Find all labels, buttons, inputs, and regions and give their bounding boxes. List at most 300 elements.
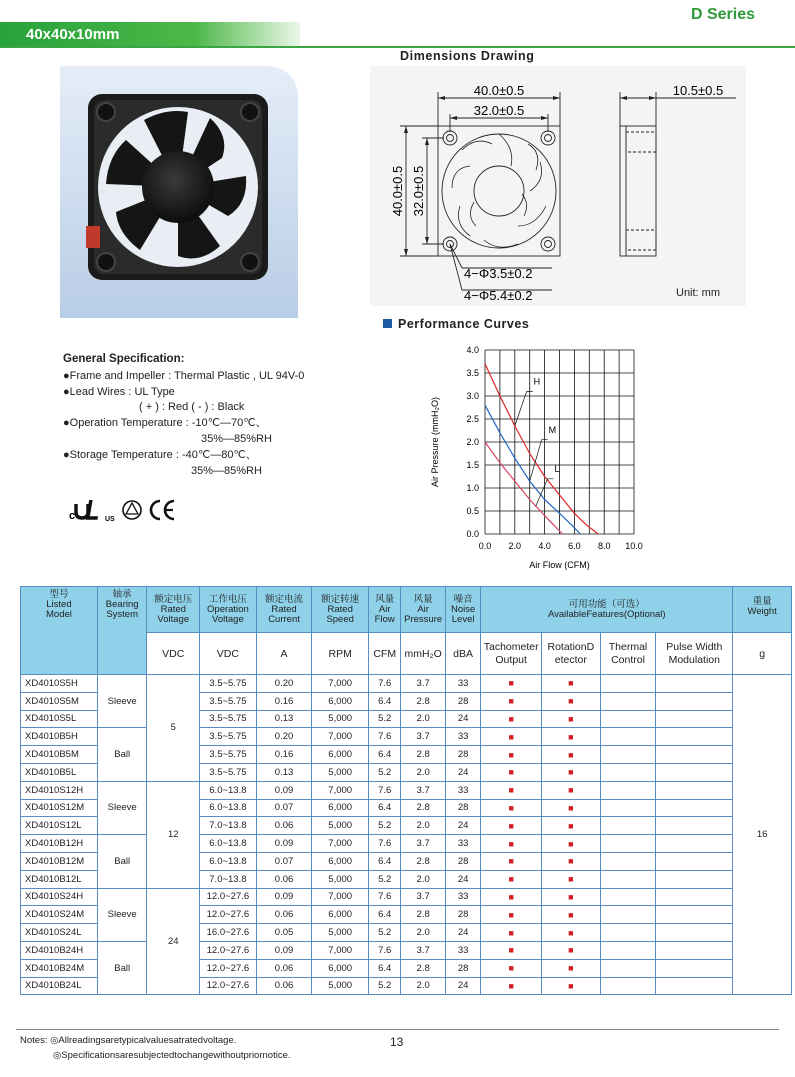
- op-voltage-cell: 3.5~5.75: [200, 675, 257, 693]
- y-tick-label: 1.0: [466, 483, 479, 493]
- dim-width-holes: 32.0±0.5: [473, 103, 525, 118]
- unit-speed: RPM: [312, 633, 369, 675]
- current-cell: 0.20: [256, 675, 312, 693]
- tachometer-mark: ■: [481, 959, 542, 977]
- table-row: [21, 888, 792, 906]
- performance-title-text: Performance Curves: [398, 317, 530, 331]
- airflow-cell: 5.2: [369, 924, 401, 942]
- rotation-detector-mark: ■: [542, 763, 601, 781]
- pressure-cell: 3.7: [401, 728, 446, 746]
- dim-hole-small: 4−Φ3.5±0.2: [464, 266, 533, 281]
- table-row: [21, 941, 792, 959]
- noise-cell: 28: [445, 692, 480, 710]
- header-op-voltage: 工作电压 Operation Voltage: [200, 587, 257, 633]
- airflow-cell: 6.4: [369, 906, 401, 924]
- current-cell: 0.13: [256, 763, 312, 781]
- dimension-svg: [370, 66, 746, 306]
- tachometer-mark: ■: [481, 728, 542, 746]
- rotation-detector-mark: ■: [542, 781, 601, 799]
- note-2: ◎Specificationsaresubjectedtochangewithoutpriornotice.: [53, 1050, 291, 1061]
- rotation-detector-mark: ■: [542, 941, 601, 959]
- current-cell: 0.16: [256, 692, 312, 710]
- model-cell: XD4010B24M: [21, 959, 98, 977]
- header-features: 可用功能（可选） AvailableFeatures(Optional): [481, 587, 733, 633]
- spec-op-rh: 35%—85%RH: [201, 432, 272, 445]
- unit-pressure: mmH₂O: [401, 633, 446, 675]
- thermal-control-cell: [600, 888, 656, 906]
- pressure-cell: 3.7: [401, 835, 446, 853]
- speed-cell: 6,000: [312, 746, 369, 764]
- note-1: Notes: ◎Allreadingsaretypicalvaluesatratedvoltage.: [20, 1035, 237, 1046]
- thermal-control-cell: [600, 799, 656, 817]
- dim-height-outer: 40.0±0.5: [390, 165, 405, 217]
- model-cell: XD4010B12M: [21, 852, 98, 870]
- thermal-control-cell: [600, 959, 656, 977]
- weight-cell: 16: [733, 675, 792, 995]
- thermal-control-cell: [600, 692, 656, 710]
- noise-cell: 24: [445, 924, 480, 942]
- x-tick-label: 2.0: [508, 541, 522, 551]
- tachometer-mark: ■: [481, 835, 542, 853]
- thermal-control-cell: [600, 852, 656, 870]
- current-cell: 0.07: [256, 799, 312, 817]
- tachometer-mark: ■: [481, 977, 542, 995]
- tachometer-mark: ■: [481, 763, 542, 781]
- title-bar: [0, 22, 300, 48]
- ul-logo: [69, 500, 115, 523]
- current-cell: 0.06: [256, 817, 312, 835]
- feature-rotation-detector: RotationD etector: [542, 633, 601, 675]
- spec-op-temp: ●Operation Temperature : -10℃—70℃、: [63, 417, 267, 430]
- op-voltage-cell: 12.0~27.6: [200, 906, 257, 924]
- tachometer-mark: ■: [481, 817, 542, 835]
- model-cell: XD4010B24H: [21, 941, 98, 959]
- model-cell: XD4010S12H: [21, 781, 98, 799]
- series-label: D Series: [690, 6, 755, 23]
- model-cell: XD4010S12M: [21, 799, 98, 817]
- pwm-cell: [656, 746, 733, 764]
- op-voltage-cell: 3.5~5.75: [200, 710, 257, 728]
- header-weight: 重量 Weight: [733, 587, 792, 633]
- rotation-detector-mark: ■: [542, 888, 601, 906]
- spec-lead-colors: ( + ) : Red ( - ) : Black: [139, 401, 245, 414]
- unit-weight: g: [733, 633, 792, 675]
- tachometer-mark: ■: [481, 675, 542, 693]
- rotation-detector-mark: ■: [542, 710, 601, 728]
- bearing-cell: Ball: [97, 941, 147, 994]
- voltage-cell: 12: [147, 781, 200, 888]
- spec-lead: ●Lead Wires : UL Type: [63, 385, 175, 398]
- pwm-cell: [656, 835, 733, 853]
- header-noise: 噪音 Noise Level: [445, 587, 480, 633]
- tachometer-mark: ■: [481, 870, 542, 888]
- op-voltage-cell: 12.0~27.6: [200, 959, 257, 977]
- bearing-cell: Sleeve: [97, 888, 147, 941]
- speed-cell: 6,000: [312, 692, 369, 710]
- y-tick-label: 4.0: [466, 345, 479, 355]
- op-voltage-cell: 7.0~13.8: [200, 817, 257, 835]
- thermal-control-cell: [600, 870, 656, 888]
- header-bearing: 轴承 Bearing System: [97, 587, 147, 675]
- y-tick-label: 2.0: [466, 437, 479, 447]
- dimensions-title: Dimensions Drawing: [400, 49, 535, 63]
- airflow-cell: 6.4: [369, 959, 401, 977]
- y-tick-label: 3.5: [466, 368, 479, 378]
- model-cell: XD4010S5H: [21, 675, 98, 693]
- pressure-cell: 2.8: [401, 959, 446, 977]
- pressure-cell: 2.0: [401, 977, 446, 995]
- tachometer-mark: ■: [481, 799, 542, 817]
- op-voltage-cell: 3.5~5.75: [200, 728, 257, 746]
- spec-storage-temp: ●Storage Temperature : -40℃—80℃、: [63, 448, 257, 461]
- current-cell: 0.06: [256, 977, 312, 995]
- model-cell: XD4010B5L: [21, 763, 98, 781]
- pwm-cell: [656, 941, 733, 959]
- airflow-cell: 5.2: [369, 817, 401, 835]
- x-tick-label: 8.0: [597, 541, 611, 551]
- specification-table-body: [21, 675, 792, 995]
- curve-label-M: M: [548, 424, 557, 435]
- current-cell: 0.09: [256, 781, 312, 799]
- pressure-cell: 2.8: [401, 799, 446, 817]
- unit-label: Unit: mm: [676, 287, 720, 299]
- current-cell: 0.05: [256, 924, 312, 942]
- pressure-cell: 2.8: [401, 692, 446, 710]
- series-line-H: [485, 364, 598, 534]
- noise-cell: 28: [445, 799, 480, 817]
- tachometer-mark: ■: [481, 924, 542, 942]
- rotation-detector-mark: ■: [542, 835, 601, 853]
- current-cell: 0.20: [256, 728, 312, 746]
- tachometer-mark: ■: [481, 941, 542, 959]
- table-row: [21, 728, 792, 746]
- speed-cell: 5,000: [312, 977, 369, 995]
- op-voltage-cell: 3.5~5.75: [200, 763, 257, 781]
- bearing-cell: Sleeve: [97, 781, 147, 834]
- airflow-cell: 6.4: [369, 692, 401, 710]
- product-photo: [60, 66, 298, 318]
- x-axis-label: Air Flow (CFM): [529, 560, 590, 570]
- model-cell: XD4010B5H: [21, 728, 98, 746]
- model-cell: XD4010S5L: [21, 710, 98, 728]
- pwm-cell: [656, 870, 733, 888]
- noise-cell: 28: [445, 746, 480, 764]
- current-cell: 0.06: [256, 870, 312, 888]
- tachometer-mark: ■: [481, 710, 542, 728]
- speed-cell: 6,000: [312, 799, 369, 817]
- noise-cell: 24: [445, 870, 480, 888]
- dim-hole-large: 4−Φ5.4±0.2: [464, 288, 533, 303]
- current-cell: 0.09: [256, 941, 312, 959]
- unit-op-voltage: VDC: [200, 633, 257, 675]
- spec-heading: General Specification:: [63, 353, 185, 365]
- dim-height-holes: 32.0±0.5: [411, 165, 426, 217]
- speed-cell: 7,000: [312, 835, 369, 853]
- pressure-cell: 2.8: [401, 906, 446, 924]
- square-bullet-icon: [383, 319, 392, 328]
- pwm-cell: [656, 710, 733, 728]
- spec-storage-rh: 35%—85%RH: [191, 464, 262, 477]
- current-cell: 0.07: [256, 852, 312, 870]
- airflow-cell: 7.6: [369, 675, 401, 693]
- performance-chart: [428, 340, 698, 576]
- pwm-cell: [656, 728, 733, 746]
- thermal-control-cell: [600, 675, 656, 693]
- thermal-control-cell: [600, 817, 656, 835]
- header-airflow: 风量 Air Flow: [369, 587, 401, 633]
- rotation-detector-mark: ■: [542, 852, 601, 870]
- y-tick-label: 0.5: [466, 506, 479, 516]
- rotation-detector-mark: ■: [542, 906, 601, 924]
- curve-label-H: H: [533, 376, 541, 387]
- unit-noise: dBA: [445, 633, 480, 675]
- airflow-cell: 5.2: [369, 870, 401, 888]
- thermal-control-cell: [600, 835, 656, 853]
- tachometer-mark: ■: [481, 746, 542, 764]
- noise-cell: 33: [445, 781, 480, 799]
- voltage-cell: 5: [147, 675, 200, 782]
- airflow-cell: 7.6: [369, 835, 401, 853]
- y-axis-label: Air Pressure (mmH₂O): [430, 397, 440, 487]
- speed-cell: 7,000: [312, 781, 369, 799]
- feature-pwm: Pulse Width Modulation: [656, 633, 733, 675]
- tachometer-mark: ■: [481, 906, 542, 924]
- op-voltage-cell: 6.0~13.8: [200, 781, 257, 799]
- current-cell: 0.13: [256, 710, 312, 728]
- thermal-control-cell: [600, 941, 656, 959]
- pwm-cell: [656, 977, 733, 995]
- header-speed: 额定转速 Rated Speed: [312, 587, 369, 633]
- pwm-cell: [656, 817, 733, 835]
- bearing-cell: Ball: [97, 728, 147, 781]
- airflow-cell: 7.6: [369, 781, 401, 799]
- speed-cell: 6,000: [312, 852, 369, 870]
- rotation-detector-mark: ■: [542, 675, 601, 693]
- pwm-cell: [656, 959, 733, 977]
- pressure-cell: 2.0: [401, 924, 446, 942]
- curve-label-L: L: [554, 463, 560, 474]
- op-voltage-cell: 3.5~5.75: [200, 692, 257, 710]
- page-title: 40x40x10mm: [26, 26, 120, 43]
- speed-cell: 7,000: [312, 888, 369, 906]
- pressure-cell: 3.7: [401, 675, 446, 693]
- thermal-control-cell: [600, 746, 656, 764]
- tachometer-mark: ■: [481, 852, 542, 870]
- pressure-cell: 2.0: [401, 870, 446, 888]
- y-tick-label: 1.5: [466, 460, 479, 470]
- rotation-detector-mark: ■: [542, 817, 601, 835]
- pressure-cell: 2.0: [401, 817, 446, 835]
- feature-thermal-control: Thermal Control: [600, 633, 656, 675]
- certification-marks: [68, 494, 178, 524]
- current-cell: 0.09: [256, 835, 312, 853]
- airflow-cell: 6.4: [369, 799, 401, 817]
- svg-text:c: c: [69, 510, 76, 522]
- thermal-control-cell: [600, 906, 656, 924]
- pwm-cell: [656, 692, 733, 710]
- noise-cell: 33: [445, 835, 480, 853]
- pwm-cell: [656, 888, 733, 906]
- op-voltage-cell: 16.0~27.6: [200, 924, 257, 942]
- noise-cell: 28: [445, 959, 480, 977]
- thermal-control-cell: [600, 781, 656, 799]
- current-cell: 0.06: [256, 959, 312, 977]
- speed-cell: 7,000: [312, 941, 369, 959]
- noise-cell: 28: [445, 852, 480, 870]
- current-cell: 0.16: [256, 746, 312, 764]
- thermal-control-cell: [600, 977, 656, 995]
- spec-frame: ●Frame and Impeller : Thermal Plastic , UL 94V-0: [63, 369, 305, 382]
- header-voltage: 额定电压 Rated Voltage: [147, 587, 200, 633]
- pwm-cell: [656, 763, 733, 781]
- ce-mark-icon: [151, 501, 174, 519]
- op-voltage-cell: 12.0~27.6: [200, 888, 257, 906]
- speed-cell: 5,000: [312, 763, 369, 781]
- airflow-cell: 6.4: [369, 746, 401, 764]
- table-row: [21, 835, 792, 853]
- noise-cell: 33: [445, 675, 480, 693]
- header-model: 型号 Listed Model: [21, 587, 98, 675]
- speed-cell: 6,000: [312, 959, 369, 977]
- airflow-cell: 6.4: [369, 852, 401, 870]
- bearing-cell: Sleeve: [97, 675, 147, 728]
- pwm-cell: [656, 906, 733, 924]
- model-cell: XD4010B5M: [21, 746, 98, 764]
- op-voltage-cell: 7.0~13.8: [200, 870, 257, 888]
- pressure-cell: 3.7: [401, 781, 446, 799]
- op-voltage-cell: 6.0~13.8: [200, 852, 257, 870]
- noise-cell: 24: [445, 977, 480, 995]
- specification-table: [20, 586, 792, 995]
- rotation-detector-mark: ■: [542, 959, 601, 977]
- pressure-cell: 3.7: [401, 888, 446, 906]
- tachometer-mark: ■: [481, 781, 542, 799]
- speed-cell: 5,000: [312, 710, 369, 728]
- noise-cell: 33: [445, 728, 480, 746]
- airflow-cell: 7.6: [369, 728, 401, 746]
- noise-cell: 24: [445, 710, 480, 728]
- footer-rule: [16, 1029, 779, 1030]
- bearing-cell: Ball: [97, 835, 147, 888]
- speed-cell: 7,000: [312, 675, 369, 693]
- thermal-control-cell: [600, 763, 656, 781]
- rotation-detector-mark: ■: [542, 728, 601, 746]
- ground-symbol-icon: [123, 501, 141, 519]
- y-tick-label: 2.5: [466, 414, 479, 424]
- dim-thickness: 10.5±0.5: [672, 83, 724, 98]
- x-tick-label: 10.0: [625, 541, 643, 551]
- x-tick-label: 4.0: [538, 541, 551, 551]
- page-number: 13: [390, 1035, 404, 1049]
- header-pressure: 风量 Air Pressure: [401, 587, 446, 633]
- model-cell: XD4010S24M: [21, 906, 98, 924]
- model-cell: XD4010B24L: [21, 977, 98, 995]
- fan-image: [60, 66, 298, 318]
- table-row: [21, 675, 792, 693]
- pressure-cell: 2.8: [401, 852, 446, 870]
- general-specification: [63, 352, 304, 479]
- unit-voltage: VDC: [147, 633, 200, 675]
- noise-cell: 33: [445, 888, 480, 906]
- pwm-cell: [656, 675, 733, 693]
- rotation-detector-mark: ■: [542, 746, 601, 764]
- voltage-cell: 24: [147, 888, 200, 995]
- current-cell: 0.06: [256, 906, 312, 924]
- tachometer-mark: ■: [481, 888, 542, 906]
- model-cell: XD4010B12L: [21, 870, 98, 888]
- performance-title: [383, 317, 529, 331]
- model-cell: XD4010S5M: [21, 692, 98, 710]
- model-cell: XD4010B12H: [21, 835, 98, 853]
- dim-width-outer: 40.0±0.5: [473, 83, 525, 98]
- thermal-control-cell: [600, 728, 656, 746]
- op-voltage-cell: 6.0~13.8: [200, 835, 257, 853]
- pwm-cell: [656, 781, 733, 799]
- model-cell: XD4010S12L: [21, 817, 98, 835]
- rotation-detector-mark: ■: [542, 924, 601, 942]
- airflow-cell: 7.6: [369, 888, 401, 906]
- speed-cell: 7,000: [312, 728, 369, 746]
- thermal-control-cell: [600, 924, 656, 942]
- svg-text:US: US: [105, 516, 115, 523]
- pwm-cell: [656, 852, 733, 870]
- airflow-cell: 5.2: [369, 977, 401, 995]
- pressure-cell: 2.0: [401, 710, 446, 728]
- unit-current: A: [256, 633, 312, 675]
- header-rule: [0, 46, 795, 48]
- rotation-detector-mark: ■: [542, 870, 601, 888]
- x-tick-label: 0.0: [478, 541, 492, 551]
- pressure-cell: 2.0: [401, 763, 446, 781]
- rotation-detector-mark: ■: [542, 692, 601, 710]
- pressure-cell: 2.8: [401, 746, 446, 764]
- speed-cell: 5,000: [312, 870, 369, 888]
- noise-cell: 24: [445, 763, 480, 781]
- rotation-detector-mark: ■: [542, 799, 601, 817]
- noise-cell: 24: [445, 817, 480, 835]
- op-voltage-cell: 12.0~27.6: [200, 941, 257, 959]
- unit-airflow: CFM: [369, 633, 401, 675]
- op-voltage-cell: 3.5~5.75: [200, 746, 257, 764]
- airflow-cell: 7.6: [369, 941, 401, 959]
- header-current: 额定电流 Rated Current: [256, 587, 312, 633]
- pressure-cell: 3.7: [401, 941, 446, 959]
- tachometer-mark: ■: [481, 692, 542, 710]
- pwm-cell: [656, 924, 733, 942]
- x-tick-label: 6.0: [568, 541, 581, 551]
- model-cell: XD4010S24L: [21, 924, 98, 942]
- rotation-detector-mark: ■: [542, 977, 601, 995]
- speed-cell: 5,000: [312, 924, 369, 942]
- op-voltage-cell: 6.0~13.8: [200, 799, 257, 817]
- dimensions-drawing: [370, 66, 746, 306]
- speed-cell: 5,000: [312, 817, 369, 835]
- y-tick-label: 0.0: [466, 529, 479, 539]
- current-cell: 0.09: [256, 888, 312, 906]
- speed-cell: 6,000: [312, 906, 369, 924]
- footer-notes: [20, 1033, 291, 1063]
- airflow-cell: 5.2: [369, 710, 401, 728]
- airflow-cell: 5.2: [369, 763, 401, 781]
- y-tick-label: 3.0: [466, 391, 479, 401]
- feature-tachometer: Tachometer Output: [481, 633, 542, 675]
- noise-cell: 33: [445, 941, 480, 959]
- thermal-control-cell: [600, 710, 656, 728]
- table-row: [21, 781, 792, 799]
- pwm-cell: [656, 799, 733, 817]
- op-voltage-cell: 12.0~27.6: [200, 977, 257, 995]
- noise-cell: 28: [445, 906, 480, 924]
